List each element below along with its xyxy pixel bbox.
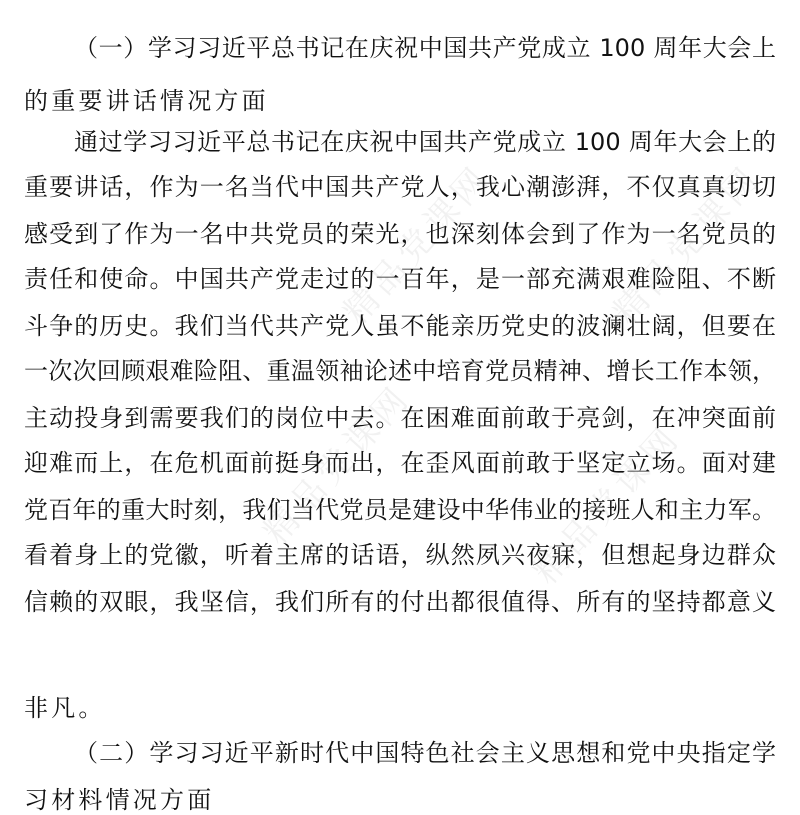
paragraph1-line: 通过学习习近平总书记在庆祝中国共产党成立 100 周年大会上的 [74,128,776,156]
section2-heading-line2: 习材料情况方面 [24,786,215,814]
paragraph1-line: 感受到了作为一名中共党员的荣光，也深刻体会到了作为一名党员的 [24,220,776,248]
section1-heading-line2: 的重要讲话情况方面 [24,87,269,115]
section2-heading-line1: （二）学习习近平新时代中国特色社会主义思想和党中央指定学 [74,739,776,767]
paragraph1-line: 党百年的重大时刻，我们当代党员是建设中华伟业的接班人和主力军。 [24,496,776,524]
paragraph1-line: 信赖的双眼，我坚信，我们所有的付出都很值得、所有的坚持都意义 [24,588,776,616]
paragraph1-line: 一次次回顾艰难险阻、重温领袖论述中培育党员精神、增长工作本领， [24,357,776,385]
paragraph1-line: 责任和使命。中国共产党走过的一百年，是一部充满艰难险阻、不断 [24,265,776,293]
paragraph1-line: 主动投身到需要我们的岗位中去。在困难面前敢于亮剑，在冲突面前 [24,404,776,432]
watermark: 精品党课网 [255,376,420,553]
watermark: 精品党课网 [525,416,690,593]
watermark: 精品党课网 [605,156,770,333]
watermark: 精品党课网 [335,156,500,333]
paragraph1-line: 迎难而上，在危机面前挺身而出，在歪风面前敢于坚定立场。面对建 [24,449,776,477]
paragraph1-line: 斗争的历史。我们当代共产党人虽不能亲历党史的波澜壮阔，但要在 [24,312,776,340]
paragraph1-line: 重要讲话，作为一名当代中国共产党人，我心潮澎湃，不仅真真切切 [24,173,776,201]
section1-heading-line1: （一）学习习近平总书记在庆祝中国共产党成立 100 周年大会上 [74,34,776,62]
paragraph1-line: 看着身上的党徽，听着主席的话语，纵然夙兴夜寐，但想起身边群众 [24,541,776,569]
paragraph1-line: 非凡。 [24,694,106,722]
